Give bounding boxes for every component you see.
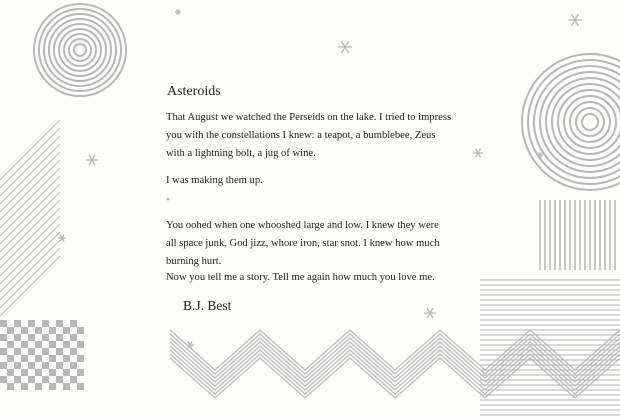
concentric-circle xyxy=(528,60,620,184)
poem-line: burning hurt. xyxy=(166,256,222,267)
checker-square xyxy=(28,376,35,383)
checker-square xyxy=(70,334,77,341)
checker-square xyxy=(42,320,49,327)
poem-line: You oohed when one whooshed large and low. I knew they were xyxy=(166,220,439,231)
hatch-line xyxy=(0,256,60,316)
concentric-circle xyxy=(69,39,91,61)
concentric-circle xyxy=(54,24,106,76)
checker-square xyxy=(35,355,42,362)
star-icon xyxy=(424,308,436,318)
checker-square xyxy=(14,362,21,369)
hatch-line xyxy=(0,208,60,268)
checker-square xyxy=(56,334,63,341)
checker-square xyxy=(77,341,84,348)
hatch-line xyxy=(0,160,60,220)
checker-square xyxy=(77,383,84,390)
checker-square xyxy=(28,348,35,355)
checker-square xyxy=(63,383,70,390)
concentric-circle xyxy=(74,44,86,56)
hatch-line xyxy=(0,184,60,244)
zigzag-line xyxy=(170,338,620,378)
checker-square xyxy=(77,327,84,334)
checker-square xyxy=(7,341,14,348)
poem-line: with a lightning bolt, a jug of wine. xyxy=(166,148,316,159)
checker-square xyxy=(70,376,77,383)
checker-square xyxy=(49,327,56,334)
checker-square xyxy=(49,355,56,362)
zigzag-line xyxy=(170,342,620,382)
checker-square xyxy=(49,383,56,390)
checker-square xyxy=(56,348,63,355)
checker-square xyxy=(28,362,35,369)
checker-square xyxy=(21,369,28,376)
checker-square xyxy=(63,341,70,348)
checker-square xyxy=(63,369,70,376)
checker-square xyxy=(70,362,77,369)
hatch-line xyxy=(0,248,60,308)
checker-square xyxy=(0,362,7,369)
checker-square xyxy=(42,376,49,383)
checker-square xyxy=(77,369,84,376)
checker-square xyxy=(14,334,21,341)
hatch-line xyxy=(0,192,60,252)
checker-square xyxy=(63,327,70,334)
concentric-circle xyxy=(564,96,616,148)
checker-square xyxy=(21,341,28,348)
checker-square xyxy=(14,348,21,355)
checker-square xyxy=(42,362,49,369)
concentric-circle xyxy=(34,4,126,96)
star-icon xyxy=(338,41,352,53)
checker-square xyxy=(0,320,7,327)
checker-square xyxy=(35,341,42,348)
section-separator: * xyxy=(166,196,170,205)
checker-square xyxy=(49,369,56,376)
checker-square xyxy=(35,327,42,334)
checker-square xyxy=(56,362,63,369)
checker-square xyxy=(70,348,77,355)
hatch-line xyxy=(0,168,60,228)
checker-square xyxy=(7,355,14,362)
poem-line: That August we watched the Perseids on the lake. I tried to impress xyxy=(166,112,452,123)
checker-square xyxy=(28,320,35,327)
hatch-line xyxy=(0,232,60,292)
checker-square xyxy=(14,320,21,327)
checker-square xyxy=(35,383,42,390)
checker-square xyxy=(0,348,7,355)
checker-square xyxy=(35,369,42,376)
checker-square xyxy=(7,383,14,390)
checker-square xyxy=(28,334,35,341)
checker-square xyxy=(63,355,70,362)
checker-square xyxy=(21,355,28,362)
hatch-line xyxy=(0,136,60,196)
checker-square xyxy=(49,341,56,348)
poem-author: B.J. Best xyxy=(183,298,232,313)
hatch-line xyxy=(0,200,60,260)
star-icon xyxy=(86,155,98,165)
hatch-line xyxy=(0,216,60,276)
star-icon xyxy=(175,9,181,14)
checker-square xyxy=(21,327,28,334)
poem-title: Asteroids xyxy=(167,84,221,99)
star-icon xyxy=(568,14,582,26)
concentric-circle xyxy=(59,29,101,71)
checker-square xyxy=(0,334,7,341)
star-icon xyxy=(473,149,483,158)
checker-square xyxy=(7,369,14,376)
hatch-line xyxy=(0,120,60,180)
concentric-circle xyxy=(582,114,598,130)
checker-square xyxy=(14,376,21,383)
hatch-line xyxy=(0,152,60,212)
poem-line: Now you tell me a story. Tell me again how much you love me. xyxy=(166,272,435,283)
checker-square xyxy=(42,334,49,341)
concentric-circle xyxy=(576,108,604,136)
checker-square xyxy=(70,320,77,327)
poem-line: I was making them up. xyxy=(166,175,263,186)
hatch-line xyxy=(0,176,60,236)
checker-square xyxy=(0,376,7,383)
hatch-line xyxy=(0,128,60,188)
poem-line: you with the constellations I knew: a teapot, a bumblebee, Zeus xyxy=(166,130,436,141)
checker-square xyxy=(7,327,14,334)
checker-square xyxy=(21,383,28,390)
checker-square xyxy=(56,320,63,327)
poem-line: all space junk, God jizz, whore iron, star snot. I knew how much xyxy=(166,238,440,249)
hatch-line xyxy=(0,144,60,204)
checker-square xyxy=(77,355,84,362)
hatch-line xyxy=(0,224,60,284)
checker-square xyxy=(56,376,63,383)
concentric-circle xyxy=(39,9,121,91)
checker-square xyxy=(42,348,49,355)
hatch-line xyxy=(0,240,60,300)
